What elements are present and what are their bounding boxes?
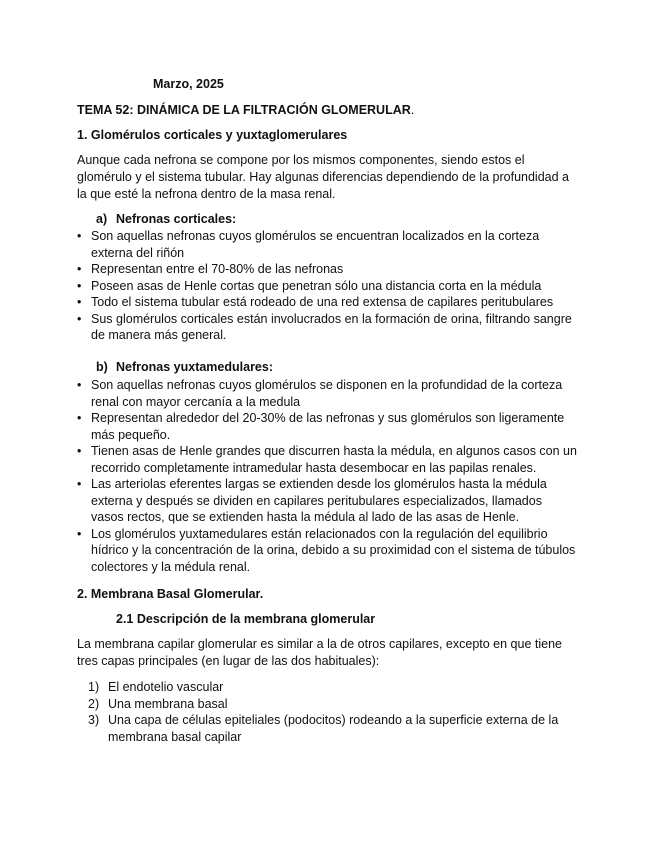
list-item [77,261,577,278]
section-2-1-heading: 2.1 Descripción de la membrana glomerular [116,612,376,626]
list-item-text: Todo el sistema tubular está rodeado de una red extensa de capilares peritubulares [91,295,554,309]
bullet-icon: • [77,295,82,309]
list-item-text: Representan alrededor del 20-30% de las nefronas y sus glomérulos son ligeramente más pequeño. [91,411,565,442]
list-item-text: Sus glomérulos corticales están involucrados en la formación de orina, filtrando sangre de manera más general. [91,311,572,342]
list-item [77,410,577,443]
list-item-text: El endotelio vascular [108,680,224,694]
document-title [77,103,414,117]
bullet-icon: • [77,477,82,491]
juxtamedullary-nephrons-list [77,377,577,575]
document-date: Marzo, 2025 [153,77,224,91]
subsection-b-label: Nefronas yuxtamedulares: [116,360,274,374]
list-item [77,294,577,311]
list-item [88,712,588,745]
list-item [88,696,588,713]
bullet-icon: • [77,278,82,293]
list-item [77,526,577,576]
document-title-suffix: . [410,103,415,117]
bullet-icon: • [77,411,82,425]
list-item-text: Una capa de células epiteliales (podocitos) rodeando a la superficie externa de la membrana basal capilar [108,713,559,744]
section-1-heading: 1. Glomérulos corticales y yuxtaglomerulares [77,128,348,142]
bullet-icon: • [77,262,82,276]
subsection-b-letter: b) [96,360,108,374]
subsection-a-label: Nefronas corticales: [116,212,237,226]
list-item-text: Representan entre el 70-80% de las nefronas [91,262,344,276]
list-item-text: Una membrana basal [108,696,228,711]
bullet-icon: • [77,378,82,392]
bullet-icon: • [77,526,82,541]
document-title-text: TEMA 52: DINÁMICA DE LA FILTRACIÓN GLOMERULAR [77,103,411,117]
list-item [77,377,577,410]
list-item-text: Los glomérulos yuxtamedulares están relacionados con la regulación del equilibrio hídrico y la concentración de la orina, debido a su proximidad con el sistema de túbulos colectores y la médula renal. [91,526,576,574]
section-2-1-intro: La membrana capilar glomerular es similar a la de otros capilares, excepto en que tiene tres capas principales (en lugar de las dos habituales): [77,637,562,668]
list-item-text: Son aquellas nefronas cuyos glomérulos se encuentran localizados en la corteza externa del riñón [91,229,540,260]
list-item [77,476,577,526]
list-item-number: 1) [88,680,100,694]
list-item-text: Tienen asas de Henle grandes que discurren hasta la médula, en algunos casos con un recorrido completamente intramedular hasta desembocar en las papilas renales. [91,444,577,475]
section-2-heading: 2. Membrana Basal Glomerular. [77,587,264,601]
list-item-number: 2) [88,696,100,711]
list-item-text: Son aquellas nefronas cuyos glomérulos se disponen en la profundidad de la corteza renal con mayor cercanía a la medula [91,378,563,409]
section-1-intro: Aunque cada nefrona se compone por los mismos componentes, siendo estos el glomérulo y el sistema tubular. Hay algunas diferencias dependiendo de la profundidad a la que esté la nefrona dentro de la masa renal. [77,153,569,201]
bullet-icon: • [77,311,82,326]
bullet-icon: • [77,229,82,243]
list-item [77,278,577,295]
list-item [77,311,577,344]
list-item-text: Poseen asas de Henle cortas que penetran sólo una distancia corta en la médula [91,278,542,293]
cortical-nephrons-list [77,228,577,344]
subsection-b-heading [96,360,273,374]
list-item [88,679,588,696]
membrane-layers-list [88,679,588,745]
list-item [77,443,577,476]
list-item-text: Las arteriolas eferentes largas se extienden desde los glomérulos hasta la médula externa y después se dividen en capilares peritubulares especializados, llamados vasos rectos, que se extienden hasta la médula al lado de las asas de Henle. [91,477,547,524]
subsection-a-heading [96,212,236,226]
subsection-a-letter: a) [96,212,108,226]
bullet-icon: • [77,444,82,458]
list-item-number: 3) [88,713,100,727]
list-item [77,228,577,261]
